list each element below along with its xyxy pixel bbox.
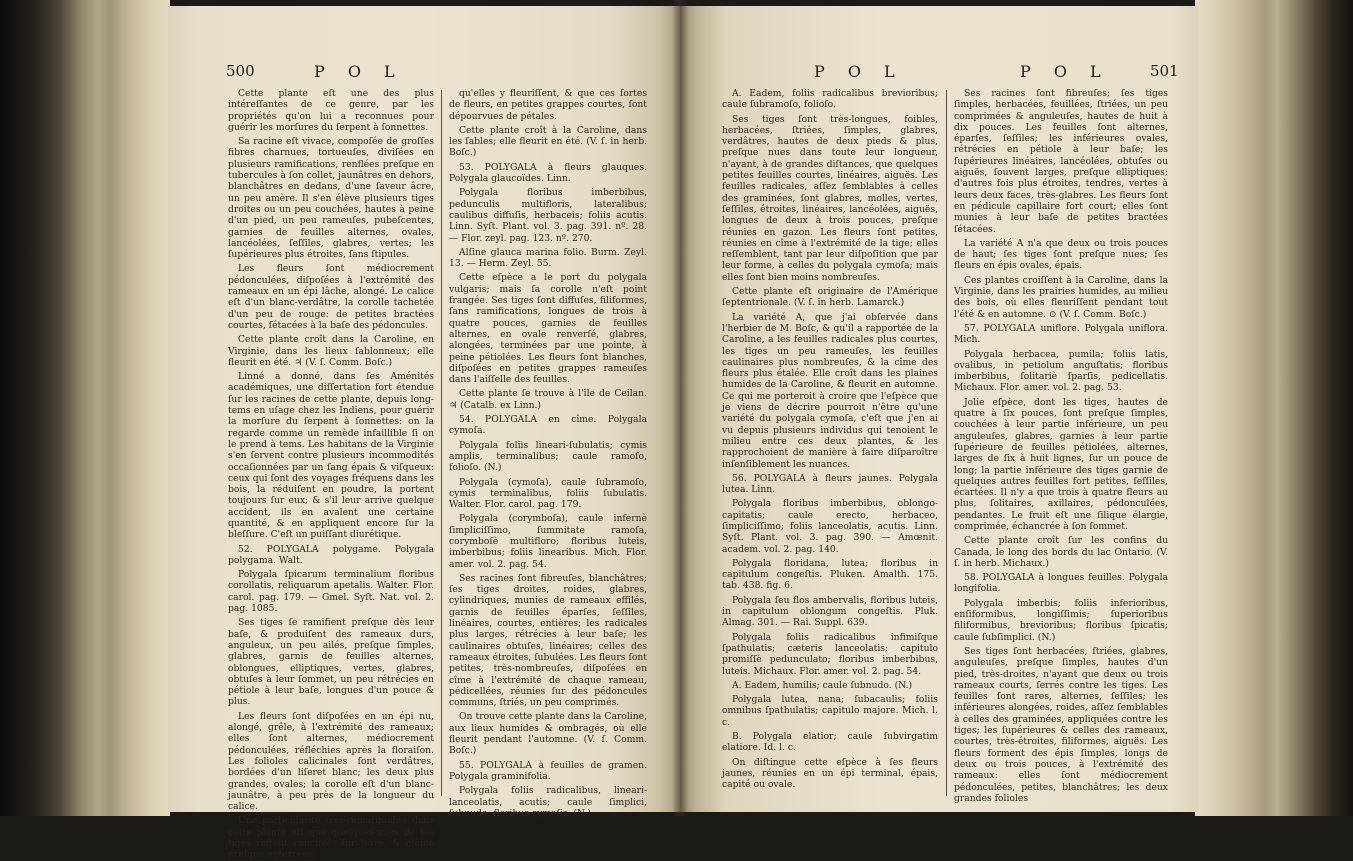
right-column-rule (946, 90, 947, 796)
paragraph: 55. POLYGALA à feuilles de gramen. Polygala graminifolia. (449, 759, 647, 782)
right-page-edges (1195, 0, 1353, 816)
paragraph: Cette plante ſe trouve à l'île de Ceilan. ♃ (Catalb. ex Linn.) (449, 388, 647, 411)
right-page (680, 6, 1198, 812)
paragraph: qu'elles y fleuriſſent, & que ces ſortes de fleurs, en petites grappes courtes, ſont dépourvues de pétales. (449, 88, 647, 122)
paragraph: 57. POLYGALA uniflore. Polygala uniflora. Mich. (954, 322, 1168, 346)
paragraph: 54. POLYGALA en cîme. Polygala cymoſa. (449, 414, 647, 437)
right-running-title-right: P O L (1020, 62, 1110, 81)
paragraph: Polygala ſpicarum terminalium floribus corollatis, reliquarum apetalis. Walter. Flor. carol. pag. 179. — Gmel. Syſt. Nat. vol. 2. pag. 1085. (228, 569, 434, 615)
left-running-head (168, 62, 680, 86)
left-folio: 500 (226, 62, 255, 80)
left-column-2 (449, 88, 647, 819)
paragraph: Les fleurs ſont diſpoſées en un épi nu, alongé, grêle, à l'extrémité des rameaux; elles ſont alternes, médiocrement pédonculées, réfléchies après la floraiſon. Les folioles calicinales ſont verdâtres, bordées d'un liſeret blanc; les deux plus grandes, ovales; la corolle eſt d'un blanc-jaunâtre, à peu près de la longueur du calice. (228, 710, 434, 813)
right-running-title-left: P O L (814, 62, 904, 81)
paragraph: On diſtingue cette eſpèce à ſes fleurs jaunes, réunies en un épi terminal, épais, capité ou ovale. (722, 756, 938, 791)
paragraph: 58. POLYGALA à longues feuilles. Polygala longifolia. (954, 572, 1168, 595)
right-folio: 501 (1150, 62, 1179, 80)
paragraph: Polygala foliis lineari-ſubulatis; cymis amplis, terminalibus; caule ramoſo, folioſo. (N.) (449, 439, 647, 474)
paragraph: La variété A n'a que deux ou trois pouces de haut; ſes tiges ſont preſque nues; ſes fleurs en épis ovales, épais. (954, 237, 1168, 272)
paragraph: Linné a donné, dans ſes Aménités académiques, une diſſertation fort étendue ſur les racines de cette plante, depuis long-tems en uſage chez les Indiens, pour guérir la morſure du ſerpent à ſonnettes: on la regarde comme un remède infaillible ſi on le prend à tems. Les habitans de la Virginie s'en ſervent contre plusieurs incommodités occaſionnées par un ſang épais & viſqueux: ceux qui ſont des voyages fréquens dans les bois, la réduiſent en poudre, la portent toujours ſur eux; & s'il leur arrive quelque accident, ils en avalent une certaine quantité, & en appliquent encore ſur la bleſſure. C'eſt un puiſſant diurétique. (228, 371, 434, 541)
left-running-title: P O L (314, 62, 404, 81)
right-running-head (680, 62, 1198, 86)
paragraph: 53. POLYGALA à fleurs glauques. Polygala glaucoïdes. Linn. (449, 161, 647, 185)
paragraph: Cette plante croît ſur les confins du Canada, le long des bords du lac Ontario. (V. ſ. in herb. Michaux.) (954, 535, 1168, 569)
right-column-2 (954, 88, 1168, 804)
left-page-edges (0, 0, 170, 816)
paragraph: A. Eadem, foliis radicalibus brevioribus; caule ſubramoſo, folioſo. (722, 88, 938, 111)
paragraph: Polygala imberbis; foliis inferioribus, enſiformibus, longiſſimis; ſuperioribus filiformibus, brevioribus; floribus ſpicatis; caule ſubſimplici. (N.) (954, 597, 1168, 643)
paragraph: Cette eſpèce a le port du polygala vulgaris; mais ſa corolle n'eſt point frangée. Ses tiges ſont diffuſes, filiformes, ſans ramifications, longues de trois à quatre pouces, garnies de feuilles alternes, en ovale renverſé, glabres, alongées, terminées par une pointe, à peine pétiolées. Les fleurs ſont blanches, diſpoſées en petites grappes rameuſes dans l'aiſſelle des feuilles. (449, 272, 647, 386)
paragraph: Polygala lutea, nana; ſubacaulis; foliis omnibus ſpathulatis; capitulo majore. Mich. l. c. (722, 694, 938, 728)
paragraph: Ses tiges ſe ramifient preſque dès leur baſe, & produiſent des rameaux durs, anguleux, un peu ailés, preſque ſimples, glabres, garnis de feuilles alternes, oblongues, elliptiques, vertes, glabres, obtuſes à leur ſommet, un peu rétrécies en pétiole à leur baſe, longues d'un pouce & plus. (228, 617, 434, 708)
paragraph: Jolie eſpèce, dont les tiges, hautes de quatre à ſix pouces, ſont preſque ſimples, couchées à leur partie inférieure, un peu anguleuſes, glabres, garnies à leur partie ſupérieure de feuilles pétiolées, alternes, larges de ſix à huit lignes, ſur un pouce de long; la partie inférieure des tiges garnie de quelques autres feuilles fort petites, ſeſſiles, écartées. Il n'y a que trois à quatre fleurs au plus, ſolitaires, axillaires, pédonculées, pendantes. Le fruit eſt une ſilique élargie, comprimée, échancrée à ſon ſommet. (954, 396, 1168, 532)
paragraph: Ses racines ſont fibreuſes; ſes tiges ſimples, herbacées, feuillées, ſtriées, un peu comprimées & anguleuſes, hautes de huit à dix pouces. Les feuilles ſont alternes, éparſes, ſeſſiles; les inférieures ovales, rétrécies en pétiole à leur baſe; les ſupérieures linéaires, lancéolées, obtuſes ou aiguës, ſouvent larges, preſque elliptiques; d'autres fois plus étroites, tendres, vertes à leurs deux faces, très-glabres. Les fleurs ſont en pédicule capillaire fort court; elles ſont munies à leur baſe de petites bractées ſétacées. (954, 88, 1168, 235)
paragraph: Ses racines ſont fibreuſes, blanchâtres; ſes tiges droites, roides, glabres, cylindriques, munies de rameaux effilés, garnis de feuilles éparſes, ſeſſiles, linéaires, courtes, entières; les radicales plus larges, rétrécies à leur baſe; les caulinaires obtuſes, linéaires; celles des rameaux étroites, ſubulées. Les fleurs ſont petites, très-nombreuſes, diſpoſées en cîme à l'extrémité de chaque rameau, pédicellées, réunies ſur des pédoncules communs, ſtriés, un peu comprimés. (449, 572, 647, 709)
paragraph: Une particularité très-remarquable dans cette plante eſt que quelques-unes de ſes tiges reſtent couchées ſur terre, & même preſque enterrées; (228, 815, 434, 861)
paragraph: La variété A, que j'ai obſervée dans l'herbier de M. Boſc, & qu'il a rapportée de la Caroline, a les feuilles radicales plus courtes, les tiges un peu rameuſes, les feuilles caulinaires plus nombreuſes, & la cîme des fleurs plus étalée. Elle croît dans les plaines humides de la Caroline, & fleurit en automne. Ce qui me porteroit à croire que l'eſpèce que je viens de décrire pourroit n'être qu'une variété du polygala cymoſa, c'eſt que j'en ai vu depuis plusieurs individus qui tenoient le milieu entre ces deux plantes, & les rapprochoient de manière à faire diſparoître inſenſiblement les nuances. (722, 311, 938, 470)
paragraph: Ses tiges ſont herbacées, ſtriées, glabres, anguleuſes, preſque ſimples, hautes d'un pied, très-droites, n'ayant que deux ou trois rameaux courts, ſerrés contre les tiges. Les feuilles ſont rares, alternes, ſeſſiles; les inférieures alongées, roides, aſſez ſemblables à celles des graminées, appliquées contre les tiges; les ſupérieures & celles des rameaux, courtes, très-étroites, filiformes, aiguës. Les fleurs forment des épis ſimples, longs de deux ou trois pouces, à l'extrémité des rameaux: elles ſont médiocrement pédonculées, petites, blanchâtres; les deux grandes folioles (954, 645, 1168, 804)
paragraph: Polygala foliis radicalibus, lineari-lanceolatis, acutis; caule ſimplici, ſubnudo; floribus cymoſis. (N.) (449, 785, 647, 819)
paragraph: Polygala floridana, lutea; floribus in capitulum congeſtis. Pluken. Amalth. 175. tab. 438. fig. 6. (722, 557, 938, 592)
right-column-1 (722, 88, 938, 800)
paragraph: 56. POLYGALA à fleurs jaunes. Polygala lutea. Linn. (722, 472, 938, 496)
paragraph: Polygala foliis radicalibus infimiſque ſpathulatis; cæteris lanceolatis; capitulo promiſſè pedunculato; floribus imberbibus, luteis. Michaux. Flor. amer. vol. 2. pag. 54. (722, 631, 938, 677)
paragraph: Polygala (cymoſa), caule ſubramoſo, cymis terminalibus, foliis ſubulatis. Walter. Flor. carol. pag. 179. (449, 476, 647, 511)
paragraph: B. Polygala elatior; caule ſubvirgatim elatiore. Id. l. c. (722, 731, 938, 754)
left-column-1 (228, 88, 434, 861)
paragraph: Cette plante eſt une des plus intéreſſantes de ce genre, par les propriétés qu'on lui a reconnues pour guérir les morſures du ſerpent à ſonnettes. (228, 88, 434, 133)
left-page (168, 6, 680, 861)
paragraph: Alſine glauca marina folio. Burm. Zeyl. 13. — Herm. Zeyl. 55. (449, 246, 647, 270)
paragraph: Cette plante croît dans la Caroline, en Virginie, dans les lieux ſablonneux; elle fleurit en été. ♃ (V. ſ. Comm. Boſc.) (228, 334, 434, 368)
paragraph: 52. POLYGALA polygame. Polygala polygama. Walt. (228, 543, 434, 566)
paragraph: Polygala floribus imberbibus, oblongo-capitatis; caule erecto, herbaceo, ſimpliciſſimo; foliis lanceolatis, acutis. Linn. Syſt. Plant. vol. 3. pag. 390. — Amœnit. academ. vol. 2. pag. 140. (722, 498, 938, 555)
left-column-rule (441, 90, 442, 796)
paragraph: Polygala herbacea, pumila; foliis latis, ovalibus, in petiolum anguſtatis; floribus imberbibus, ſolitariè ſparſis, pedicellatis. Michaux. Flor. amer. vol. 2. pag. 53. (954, 348, 1168, 394)
paragraph: A. Eadem, humilis; caule ſubnudo. (N.) (732, 679, 913, 691)
paragraph: Polygala floribus imberbibus, pedunculis multifloris, lateralibus; caulibus diffuſis, herbaceis; foliis acutis. Linn. Syſt. Plant. vol. 3. pag. 391. nº. 28. — Flor. zeyl. pag. 123. nº. 270. (449, 187, 647, 244)
paragraph: Polygala (corymboſa), caule infernè ſimpliciſſimo, ſummitate ramoſa, corymboſè multifloro; floribus luteis, imberbibus; foliis linearibus. Mich. Flor. amer. vol. 2. pag. 54. (449, 513, 647, 570)
paragraph: Ses tiges ſont très-longues, foibles, herbacées, ſtriées, ſimples, glabres, verdâtres, hautes de deux pieds & plus, preſque nues dans toute leur longueur, n'ayant, à de grandes diſtances, que quelques petites feuilles courtes, linéaires, aiguës. Les feuilles radicales, aſſez ſemblables à celles des graminées, ſont glabres, molles, vertes, ſeſſiles, étroites, linéaires, lancéolées, aiguës, longues de deux à trois pouces, preſque réunies en gazon. Les fleurs ſont petites, réunies en cîme à l'extrémité de la tige; elles reſſemblent, tant par leur diſpoſition que par leur forme, à celles du polygala cymoſa; mais elles ſont bien moins nombreuſes. (722, 113, 938, 283)
paragraph: Les fleurs ſont médiocrement pédonculées, diſpoſées à l'extrémité des rameaux en un épi lâche, alongé. Le calice eſt d'un blanc-verdâtre, la corolle tachetée d'un peu de rouge: de petites bractées courtes, ſétacées à la baſe des pédoncules. (228, 263, 434, 331)
paragraph: Sa racine eſt vivace, compoſée de groſſes fibres charnues, tortueuſes, diviſées en plusieurs ramifications, renflées preſque en tubercules à ſon collet, jaunâtres en dehors, blanchâtres en dedans, d'une ſaveur âcre, un peu amère. Il s'en élève plusieurs tiges droites ou un peu couchées, hautes à peine d'un pied, un peu rameuſes, pubeſcentes, garnies de feuilles alternes, ovales, lancéolées, ſeſſiles, glabres, vertes; les ſupérieures plus étroites, ſans ſtipules. (228, 136, 434, 261)
paragraph: On trouve cette plante dans la Caroline, aux lieux humides & ombragés, où elle fleurit pendant l'automne. (V. ſ. Comm. Boſc.) (449, 711, 647, 757)
paragraph: Ces plantes croiſſent à la Caroline, dans la Virginie, dans les prairies humides, au milieu des bois, où elles fleuriſſent pendant tout l'été & en automne. ⊙ (V. ſ. Comm. Boſc.) (954, 274, 1168, 320)
paragraph: Cette plante croît à la Caroline, dans les ſables; elle fleurit en été. (V. ſ. in herb. Boſc.) (449, 124, 647, 159)
book-gutter (672, 0, 688, 816)
paragraph: Cette plante eſt originaire de l'Amérique ſeptentrionale. (V. ſ. in herb. Lamarck.) (722, 286, 938, 309)
paragraph: Polygala ſeu flos ambervalis, floribus luteis, in capitulum oblongum congeſtis. Pluk. Almag. 301. — Rai. Suppl. 639. (722, 594, 938, 629)
